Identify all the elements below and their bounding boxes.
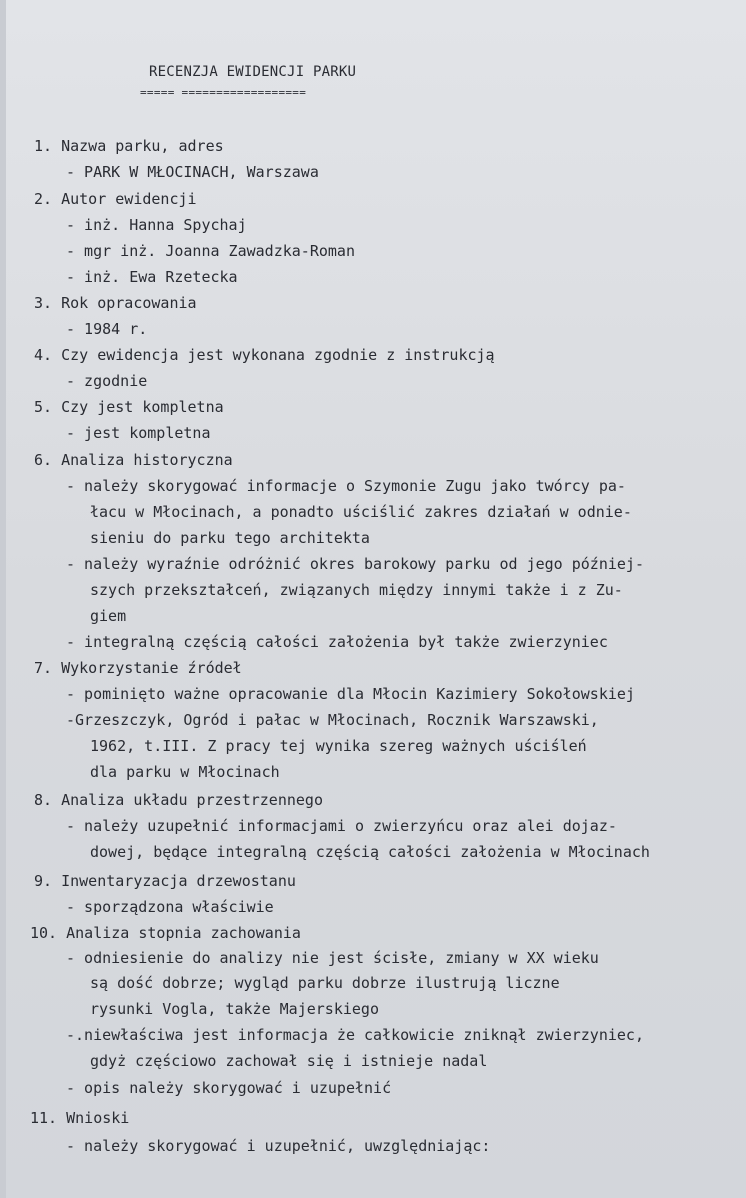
list-item: - inż. Hanna Spychaj xyxy=(66,216,247,234)
list-item-continuation: 1962, t.III. Z pracy tej wynika szereg ważnych uściśleń xyxy=(90,737,587,755)
list-item: - PARK W MŁOCINACH, Warszawa xyxy=(66,163,319,181)
section-heading: 4. Czy ewidencja jest wykonana zgodnie z instrukcją xyxy=(34,346,495,364)
list-item: - należy uzupełnić informacjami o zwierzyńcu oraz alei dojaz- xyxy=(66,817,617,835)
list-item: - 1984 r. xyxy=(66,320,148,338)
list-item-continuation: dla parku w Młocinach xyxy=(90,763,280,781)
section-heading: 5. Czy jest kompletna xyxy=(34,398,224,416)
list-item: - integralną częścią całości założenia był także zwierzyniec xyxy=(66,633,608,651)
list-item-continuation: łacu w Młocinach, a ponadto uściślić zakres działań w odnie- xyxy=(90,503,632,521)
section-heading: 8. Analiza układu przestrzennego xyxy=(34,791,323,809)
section-heading: 9. Inwentaryzacja drzewostanu xyxy=(34,872,296,890)
list-item: - należy skorygować informacje o Szymonie Zugu jako twórcy pa- xyxy=(66,477,626,495)
list-item: - należy skorygować i uzupełnić, uwzględniając: xyxy=(66,1137,491,1155)
section-heading: 10. Analiza stopnia zachowania xyxy=(30,924,301,942)
list-item: - mgr inż. Joanna Zawadzka-Roman xyxy=(66,242,355,260)
section-heading: 11. Wnioski xyxy=(30,1109,130,1127)
list-item: -.niewłaściwa jest informacja że całkowicie zniknął zwierzyniec, xyxy=(66,1026,644,1044)
list-item-continuation: szych przekształceń, związanych między innymi także i z Zu- xyxy=(90,581,623,599)
section-heading: 3. Rok opracowania xyxy=(34,294,197,312)
list-item: - opis należy skorygować i uzupełnić xyxy=(66,1079,392,1097)
list-item-continuation: dowej, będące integralną częścią całości założenia w Młocinach xyxy=(90,843,650,861)
section-heading: 6. Analiza historyczna xyxy=(34,451,233,469)
list-item: - inż. Ewa Rzetecka xyxy=(66,268,238,286)
list-item-continuation: -Grzeszczyk, Ogród i pałac w Młocinach, Rocznik Warszawski, xyxy=(66,711,599,729)
section-heading: 2. Autor ewidencji xyxy=(34,190,197,208)
section-heading: 7. Wykorzystanie źródeł xyxy=(34,659,242,677)
list-item: - zgodnie xyxy=(66,372,148,390)
page-edge-shadow xyxy=(0,0,6,1198)
list-item-continuation: gdyż częściowo zachował się i istnieje nadal xyxy=(90,1052,488,1070)
document-title: RECENZJA EWIDENCJI PARKU xyxy=(149,64,357,80)
list-item: - pominięto ważne opracowanie dla Młocin Kazimiery Sokołowskiej xyxy=(66,685,635,703)
list-item-continuation: giem xyxy=(90,607,127,625)
list-item: - należy wyraźnie odróżnić okres barokowy parku od jego później- xyxy=(66,555,644,573)
list-item: - jest kompletna xyxy=(66,424,211,442)
list-item: - sporządzona właściwie xyxy=(66,898,274,916)
list-item: - odniesienie do analizy nie jest ścisłe, zmiany w XX wieku xyxy=(66,949,599,967)
list-item-continuation: są dość dobrze; wygląd parku dobrze ilustrują liczne xyxy=(90,974,560,992)
list-item-continuation: sieniu do parku tego architekta xyxy=(90,529,370,547)
title-underline: ===== ================== xyxy=(140,86,307,99)
list-item-continuation: rysunki Vogla, także Majerskiego xyxy=(90,1000,379,1018)
section-heading: 1. Nazwa parku, adres xyxy=(34,137,224,155)
